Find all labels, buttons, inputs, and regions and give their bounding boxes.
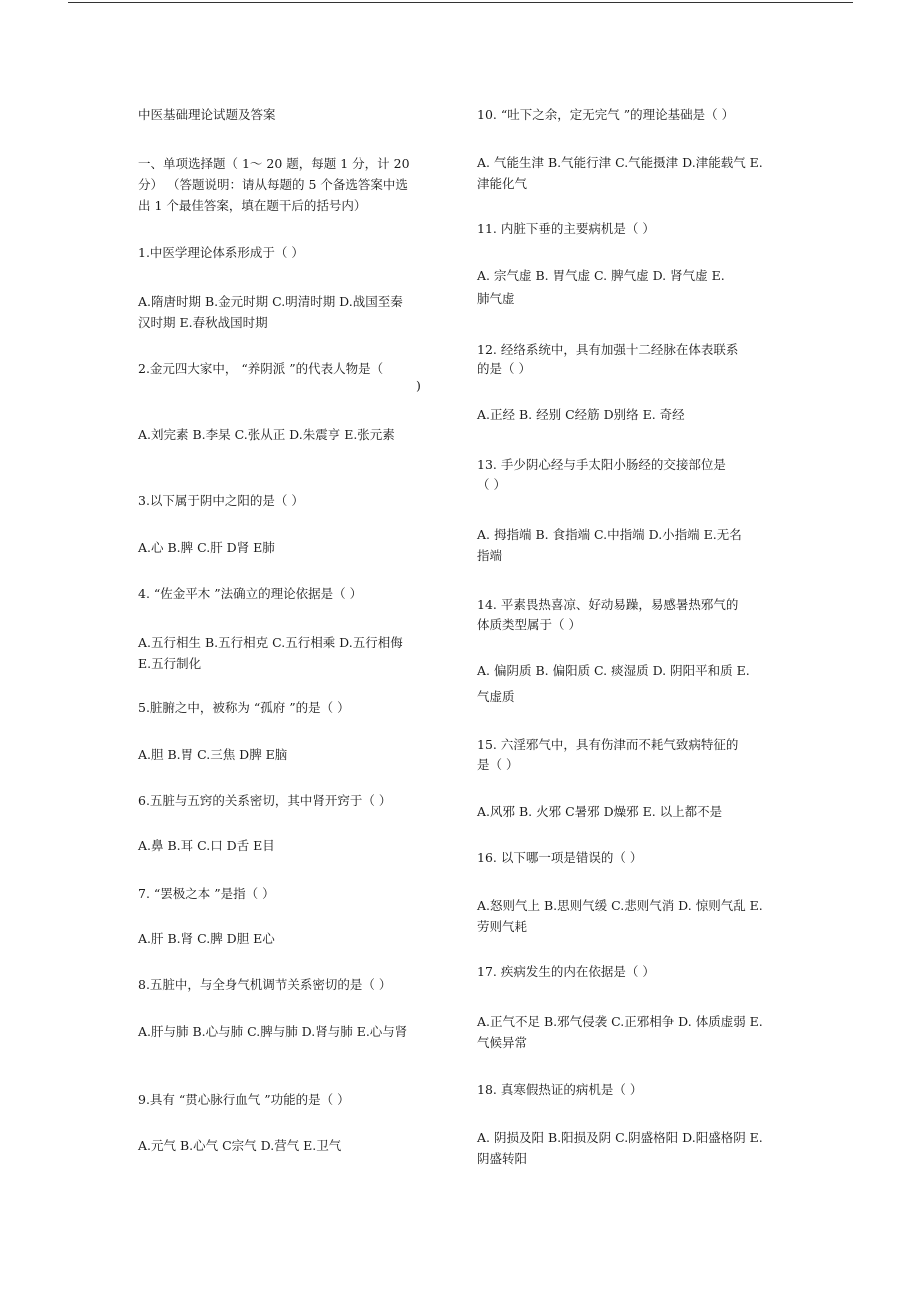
question-stem: 8.五脏中，与全身气机调节关系密切的是（ ） — [138, 977, 392, 992]
answer-options: A. 拇指端 B. 食指端 C.中指端 D.小指端 E.无名 — [477, 527, 742, 542]
answer-options: A.隋唐时期 B.金元时期 C.明清时期 D.战国至秦 — [138, 294, 403, 309]
answer-options: A.刘完素 B.李杲 C.张从正 D.朱震亨 E.张元素 — [138, 427, 395, 442]
answer-options: A. 气能生津 B.气能行津 C.气能摄津 D.津能载气 E. — [477, 155, 763, 170]
answer-options: A. 偏阴质 B. 偏阳质 C. 痰湿质 D. 阴阳平和质 E. — [477, 663, 750, 678]
answer-options: A.正经 B. 经别 C经筋 D别络 E. 奇经 — [477, 407, 685, 422]
question-stem: 7. “罢极之本 ”是指（ ） — [138, 886, 275, 901]
answer-options: A.五行相生 B.五行相克 C.五行相乘 D.五行相侮 — [138, 635, 403, 650]
page-title: 中医基础理论试题及答案 — [138, 107, 276, 122]
question-stem: 5.脏腑之中，被称为 “孤府 ”的是（ ） — [138, 700, 350, 715]
answer-options: A.元气 B.心气 C宗气 D.营气 E.卫气 — [138, 1138, 342, 1153]
answer-options: A.肝 B.肾 C.脾 D胆 E心 — [138, 931, 275, 946]
answer-options: 汉时期 E.春秋战国时期 — [138, 315, 268, 330]
question-stem: 4. “佐金平木 ”法确立的理论依据是（ ） — [138, 586, 363, 601]
answer-options: A.肝与肺 B.心与肺 C.脾与肺 D.肾与肺 E.心与肾 — [138, 1024, 408, 1039]
question-stem: 1.中医学理论体系形成于（ ） — [138, 245, 304, 260]
question-stem: 是（ ） — [477, 757, 519, 772]
question-stem: 17. 疾病发生的内在依据是（ ） — [477, 964, 655, 979]
answer-options: A. 宗气虚 B. 胃气虚 C. 脾气虚 D. 肾气虚 E. — [477, 268, 725, 283]
question-stem: 3.以下属于阴中之阳的是（ ） — [138, 493, 304, 508]
answer-options: A.胆 B.胃 C.三焦 D脾 E脑 — [138, 747, 288, 762]
section-heading-line: 出 1 个最佳答案，填在题干后的括号内） — [138, 198, 367, 213]
question-stem: 13. 手少阴心经与手太阳小肠经的交接部位是 — [477, 457, 726, 472]
answer-options: 肺气虚 — [477, 291, 515, 306]
question-stem: （ ） — [477, 477, 506, 492]
question-stem: 11. 内脏下垂的主要病机是（ ） — [477, 221, 655, 236]
answer-options: 阴盛转阳 — [477, 1151, 528, 1166]
answer-options: A.风邪 B. 火邪 C暑邪 D燥邪 E. 以上都不是 — [477, 804, 723, 819]
question-stem: 2.金元四大家中， “养阴派 ”的代表人物是（ — [138, 361, 384, 376]
question-stem: 15. 六淫邪气中，具有伤津而不耗气致病特征的 — [477, 737, 739, 752]
answer-options: 气候异常 — [477, 1035, 528, 1050]
answer-options: 气虚质 — [477, 689, 515, 704]
question-stem: 9.具有 “贯心脉行血气 ”功能的是（ ） — [138, 1092, 350, 1107]
question-stem: 6.五脏与五窍的关系密切，其中肾开窍于（ ） — [138, 793, 392, 808]
answer-options: 指端 — [477, 548, 503, 563]
question-stem: 16. 以下哪一项是错误的（ ） — [477, 850, 643, 865]
answer-options: 劳则气耗 — [477, 919, 528, 934]
question-stem: 12. 经络系统中，具有加强十二经脉在体表联系 — [477, 342, 739, 357]
question-stem-bracket: ) — [416, 378, 421, 393]
question-stem: 10. “吐下之余，定无完气 ”的理论基础是（ ） — [477, 107, 735, 122]
section-heading-line: 一、单项选择题（ 1～ 20 题，每题 1 分，计 20 — [138, 156, 410, 171]
answer-options: A. 阴损及阳 B.阳损及阴 C.阴盛格阳 D.阳盛格阴 E. — [477, 1130, 763, 1145]
answer-options: E.五行制化 — [138, 656, 202, 671]
answer-options: 津能化气 — [477, 176, 528, 191]
answer-options: A.心 B.脾 C.肝 D肾 E肺 — [138, 540, 275, 555]
answer-options: A.鼻 B.耳 C.口 D舌 E目 — [138, 838, 275, 853]
question-stem: 体质类型属于（ ） — [477, 617, 581, 632]
question-stem: 14. 平素畏热喜凉、好动易躁，易感暑热邪气的 — [477, 597, 739, 612]
answer-options: A.正气不足 B.邪气侵袭 C.正邪相争 D. 体质虚弱 E. — [477, 1014, 763, 1029]
section-heading-line: 分） （答题说明：请从每题的 5 个备选答案中选 — [138, 177, 408, 192]
question-stem: 18. 真寒假热证的病机是（ ） — [477, 1082, 643, 1097]
question-stem: 的是（ ） — [477, 361, 531, 376]
page-top-rule — [68, 2, 853, 3]
answer-options: A.怒则气上 B.思则气缓 C.悲则气消 D. 惊则气乱 E. — [477, 898, 763, 913]
